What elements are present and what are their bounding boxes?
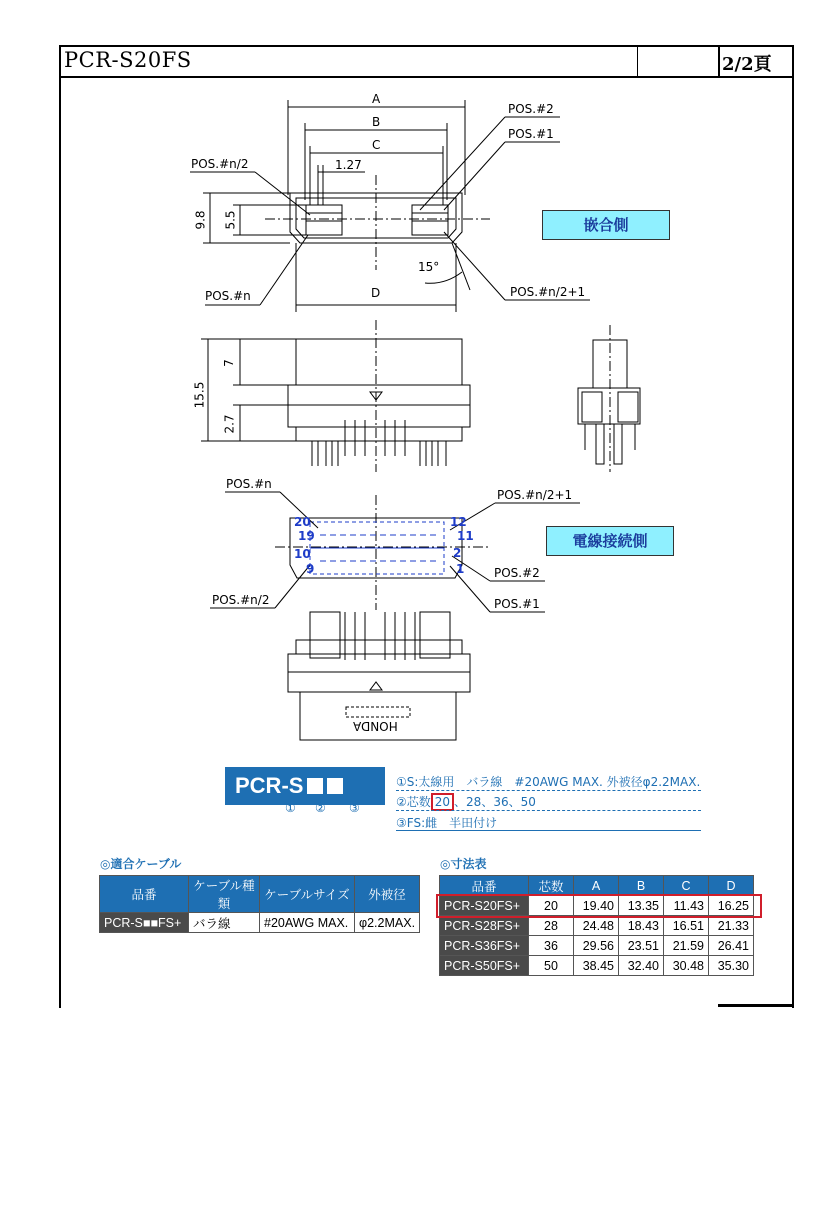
table-cell: 20 [529,896,574,916]
spec-line-3: ③FS:雌 半田付け [396,816,498,830]
table-header: 品番 [440,876,529,896]
table-cell: 13.35 [619,896,664,916]
selected-row-highlight [436,894,762,918]
table-header: C [664,876,709,896]
dim-height-55: 5.5 [223,210,238,230]
table-cell: 16.51 [664,916,709,936]
part-code-suffix: FS+ [235,811,276,836]
table-cell: 38.45 [574,956,619,976]
table-header: B [619,876,664,896]
table-row [440,936,754,956]
dim-height-7: 7 [221,359,236,367]
dim-c-label: C [372,138,381,152]
label-posn-top: POS.#n [205,289,251,303]
table-cell: 35.30 [709,956,754,976]
table-cell: 16.25 [709,896,754,916]
part-code-num-3: ③ [349,801,360,815]
dim-b-label: B [372,115,381,129]
table-cell: 29.56 [574,936,619,956]
pin-2: 2 [453,546,462,560]
part-code-box [225,767,385,836]
table-cell: PCR-S20FS+ [440,896,529,916]
table-row [100,913,420,933]
table-cell: 36 [529,936,574,956]
label-pos2-bot: POS.#2 [494,566,540,580]
pin-20: 20 [294,515,311,529]
table-row [440,916,754,936]
cable-table [99,875,420,933]
brand-mark: HONDA [353,719,398,733]
spec-cores-label: ②芯数 [396,795,431,809]
table-cell: 21.33 [709,916,754,936]
table-header-row [100,876,420,913]
dim-a-label: A [372,92,381,106]
wire-side-label: 電線接続側 [546,526,674,556]
spec-divider [396,790,701,791]
table-header-row [440,876,754,896]
dim-height-155: 15.5 [192,381,207,409]
dim-height-27: 2.7 [222,414,237,434]
pin-10: 10 [294,547,311,561]
table-cell: φ2.2MAX. [355,913,420,933]
pin-12: 12 [450,515,467,529]
table-cell: 23.51 [619,936,664,956]
table-cell: 32.40 [619,956,664,976]
table-cell: 26.41 [709,936,754,956]
label-posn-bot: POS.#n [226,477,272,491]
table-cell: #20AWG MAX. [260,913,355,933]
pin-19: 19 [298,529,315,543]
spec-cores-others: 、28、36、50 [454,795,536,809]
pin-9: 9 [306,562,315,576]
pin-1: 1 [456,562,465,576]
table-cell: 24.48 [574,916,619,936]
label-posn21-bot: POS.#n/2+1 [497,488,573,502]
table-cell: 30.48 [664,956,709,976]
table-row [440,956,754,976]
table-header: 外被径 [355,876,420,913]
part-code-placeholder [307,778,323,794]
spec-divider [396,810,701,811]
table-cell: PCR-S■■FS+ [100,913,189,933]
table-header: D [709,876,754,896]
table-header: ケーブル種類 [189,876,260,913]
table-cell: 18.43 [619,916,664,936]
label-pos-n2-bot: POS.#n/2 [212,593,270,607]
table-cell: 21.59 [664,936,709,956]
table-cell: PCR-S50FS+ [440,956,529,976]
table-cell: 50 [529,956,574,976]
table-cell: バラ線 [189,913,260,933]
spec-divider [396,830,701,831]
dimension-table [439,875,754,976]
part-code-num-1: ① [285,801,296,815]
table-header: 品番 [100,876,189,913]
part-code-num-2: ② [315,801,326,815]
cable-table-title: ◎適合ケーブル [100,857,182,871]
table-header: ケーブルサイズ [260,876,355,913]
table-cell: 19.40 [574,896,619,916]
label-pos1-top: POS.#1 [508,127,554,141]
table-cell: 28 [529,916,574,936]
page-number: 2/2頁 [722,54,772,75]
table-header: 芯数 [529,876,574,896]
dim-pitch-label: 1.27 [335,158,362,172]
dim-angle-label: 15° [418,260,440,274]
spec-line-1: ①S:太線用 バラ線 #20AWG MAX. 外被径φ2.2MAX. [396,775,701,789]
pin-11: 11 [457,529,474,543]
page-title: PCR-S20FS [64,48,192,72]
label-pos2-top: POS.#2 [508,102,554,116]
table-cell: PCR-S28FS+ [440,916,529,936]
table-cell: 11.43 [664,896,709,916]
label-posn21-top: POS.#n/2+1 [510,285,586,299]
dim-height-98: 9.8 [193,210,208,230]
part-code-placeholder [327,778,343,794]
table-header: A [574,876,619,896]
dim-d-label: D [371,286,381,300]
spec-cores-selected: 20 [431,793,454,811]
label-pos-n2-top: POS.#n/2 [191,157,249,171]
dim-table-title: ◎寸法表 [440,857,487,871]
mating-side-label: 嵌合側 [542,210,670,240]
table-cell: PCR-S36FS+ [440,936,529,956]
label-pos1-bot: POS.#1 [494,597,540,611]
spec-line-2 [396,793,536,811]
part-code-prefix: PCR-S [235,773,304,798]
